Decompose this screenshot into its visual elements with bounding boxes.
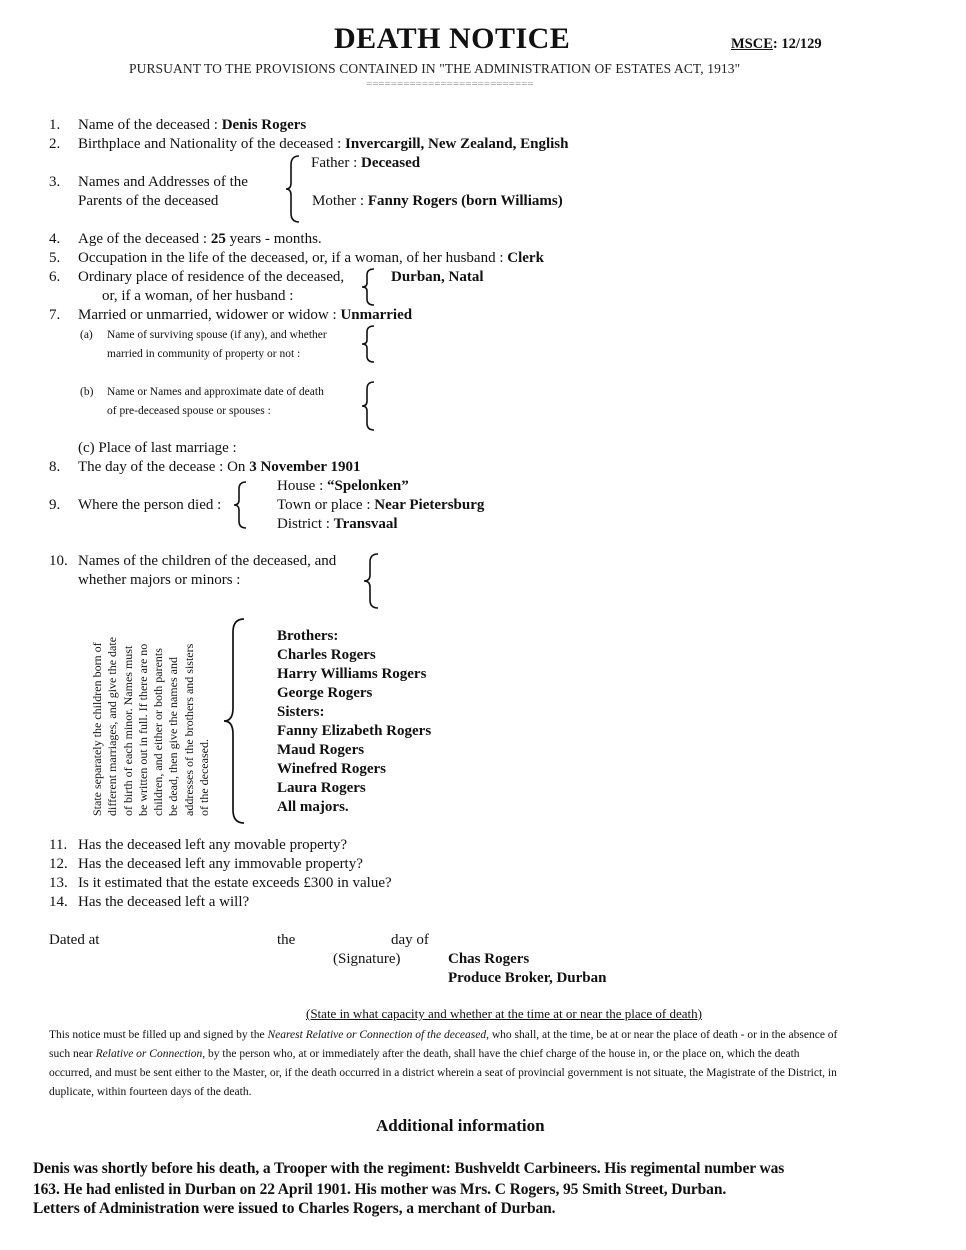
item-label: Where the person died : xyxy=(78,497,222,513)
notice-line-3: occurred, and must be sent either to the Master, or, if the death occurred in a district wherein a seat of provincial government is not situate, the Magistrate of the District, in xyxy=(49,1067,837,1079)
item-number: 4. xyxy=(49,231,61,247)
page-title: DEATH NOTICE xyxy=(334,22,571,55)
item-7b-number: (b) xyxy=(80,386,94,398)
reference-number xyxy=(731,36,822,53)
town-value: Near Pietersburg xyxy=(374,497,485,513)
brace-icon xyxy=(360,268,376,306)
item-9 xyxy=(49,496,221,515)
item-label: Has the deceased left any immovable property? xyxy=(78,856,363,872)
item-3-label-line1: Names and Addresses of the xyxy=(78,174,248,190)
siblings-heading-sisters: Sisters: xyxy=(277,704,325,720)
item-13 xyxy=(49,874,392,893)
mother-label: Mother : xyxy=(312,193,368,209)
notice-text: , by the person who, at or immediately after the death, shall have the chief charge of the house in, or the place on, which the death xyxy=(202,1048,800,1060)
age-value: 25 xyxy=(210,231,226,247)
item-7a-line1: Name of surviving spouse (if any), and whether xyxy=(107,329,327,341)
occupation-value: Clerk xyxy=(507,250,544,266)
item-10-label-line2: whether majors or minors : xyxy=(78,572,241,588)
notice-emphasis: Relative or Connection xyxy=(95,1048,203,1060)
item-7b-line2: of pre-deceased spouse or spouses : xyxy=(107,405,271,417)
brace-icon xyxy=(232,481,248,529)
item-number: 8. xyxy=(49,459,61,475)
item-7a-number: (a) xyxy=(80,329,93,341)
district-label: District : xyxy=(277,516,334,532)
item-label: Birthplace and Nationality of the deceased : xyxy=(78,136,345,152)
item-label: Age of the deceased : xyxy=(78,231,211,247)
item-3-number: 3. xyxy=(49,174,61,190)
item-label: Ordinary place of residence of the deceased, xyxy=(78,269,345,285)
mother-value: Fanny Rogers (born Williams) xyxy=(367,193,563,209)
item-label: Married or unmarried, widower or widow : xyxy=(78,307,341,323)
date-of-death-value: 3 November 1901 xyxy=(249,459,361,475)
item-number: 1. xyxy=(49,117,61,133)
item-label: Occupation in the life of the deceased, or, if a woman, of her husband : xyxy=(78,250,508,266)
notice-text: such near xyxy=(49,1048,96,1060)
additional-info-line: Letters of Administration were issued to Charles Rogers, a merchant of Durban. xyxy=(33,1200,556,1217)
sibling-name: George Rogers xyxy=(277,685,373,701)
marital-status-value: Unmarried xyxy=(340,307,413,323)
instruction-line: State separately the children born of xyxy=(90,642,104,816)
sibling-name: Fanny Elizabeth Rogers xyxy=(277,723,432,739)
item-8 xyxy=(49,458,361,477)
father-label: Father : xyxy=(311,155,361,171)
signatory-capacity: Produce Broker, Durban xyxy=(448,970,607,986)
item-3-label-line2: Parents of the deceased xyxy=(78,193,219,209)
brace-icon xyxy=(360,325,376,363)
residence-value: Durban, Natal xyxy=(391,269,484,285)
capacity-note: (State in what capacity and whether at the time at or near the place of death) xyxy=(306,1006,702,1021)
father-field xyxy=(311,154,420,173)
instruction-line: of the deceased. xyxy=(197,739,212,816)
siblings-majority-note: All majors. xyxy=(277,799,349,815)
reference-label: MSCE xyxy=(731,36,773,52)
item-4 xyxy=(49,230,322,249)
item-5 xyxy=(49,249,544,268)
brace-icon xyxy=(285,155,301,223)
signature-label: (Signature) xyxy=(333,951,401,967)
day-of-label: day of xyxy=(391,932,429,948)
dated-at-label: Dated at xyxy=(49,932,100,948)
subtitle: PURSUANT TO THE PROVISIONS CONTAINED IN "THE ADMINISTRATION OF ESTATES ACT, 1913" xyxy=(129,61,741,76)
sibling-name: Maud Rogers xyxy=(277,742,365,758)
notice-line-1 xyxy=(49,1026,837,1045)
town-label: Town or place : xyxy=(277,497,375,513)
item-7a-line2: married in community of property or not : xyxy=(107,348,301,360)
children-instructions xyxy=(90,626,230,816)
sibling-name: Harry Williams Rogers xyxy=(277,666,427,682)
additional-info-title: Additional information xyxy=(376,1116,545,1135)
item-14 xyxy=(49,893,249,912)
item-2 xyxy=(49,135,568,154)
item-6 xyxy=(49,268,344,287)
additional-info-line: 163. He had enlisted in Durban on 22 April 1901. His mother was Mrs. C Rogers, 95 Smith Street, Durban. xyxy=(33,1181,727,1198)
brace-icon xyxy=(362,553,380,609)
instruction-line: addresses of the brothers and sisters xyxy=(181,643,196,816)
notice-emphasis: Nearest Relative or Connection of the deceased xyxy=(267,1029,487,1041)
item-label: Name of the deceased : xyxy=(78,117,222,133)
district-value: Transvaal xyxy=(333,516,398,532)
item-7c-label: (c) Place of last marriage : xyxy=(78,440,237,456)
item-number: 6. xyxy=(49,269,61,285)
sibling-name: Laura Rogers xyxy=(277,780,366,796)
item-number: 10. xyxy=(49,553,68,569)
signatory-name: Chas Rogers xyxy=(448,951,530,967)
item-label: Has the deceased left any movable property? xyxy=(78,837,348,853)
item-number: 9. xyxy=(49,497,61,513)
mother-field xyxy=(312,192,563,211)
notice-line-4: duplicate, within fourteen days of the death. xyxy=(49,1086,252,1098)
item-number: 5. xyxy=(49,250,61,266)
brace-icon xyxy=(222,618,246,824)
brace-icon xyxy=(360,381,376,431)
separator-line: =========================== xyxy=(366,78,534,90)
item-number: 2. xyxy=(49,136,61,152)
item-label: Has the deceased left a will? xyxy=(78,894,250,910)
sibling-name: Charles Rogers xyxy=(277,647,376,663)
birthplace-value: Invercargill, New Zealand, English xyxy=(344,136,569,152)
siblings-list xyxy=(277,627,431,817)
item-7 xyxy=(49,306,412,325)
item-6-label-line2: or, if a woman, of her husband : xyxy=(102,288,294,304)
item-number: 7. xyxy=(49,307,61,323)
siblings-heading-brothers: Brothers: xyxy=(277,628,339,644)
item-number: 14. xyxy=(49,894,68,910)
item-label: Is it estimated that the estate exceeds £300 in value? xyxy=(78,875,392,891)
item-number: 12. xyxy=(49,856,68,872)
town-field xyxy=(277,496,484,515)
notice-line-2 xyxy=(49,1045,800,1064)
item-11 xyxy=(49,836,347,855)
item-10 xyxy=(49,552,336,571)
house-label: House : xyxy=(277,478,327,494)
district-field xyxy=(277,515,398,534)
deceased-name: Denis Rogers xyxy=(221,117,307,133)
item-7b-line1: Name or Names and approximate date of death xyxy=(107,386,324,398)
notice-text: This notice must be filled up and signed by the xyxy=(49,1029,268,1041)
additional-info-line: Denis was shortly before his death, a Trooper with the regiment: Bushveldt Carbineers. His regimental number was xyxy=(33,1160,785,1177)
house-field xyxy=(277,477,409,496)
item-label: Names of the children of the deceased, and xyxy=(78,553,337,569)
item-number: 11. xyxy=(49,837,68,853)
reference-value: : 12/129 xyxy=(772,36,822,52)
item-label: The day of the decease : On xyxy=(78,459,250,475)
instruction-line: children, and either or both parents xyxy=(151,648,166,816)
sibling-name: Winefred Rogers xyxy=(277,761,387,777)
item-number: 13. xyxy=(49,875,68,891)
item-12 xyxy=(49,855,363,874)
instruction-line: be dead, then give the names and xyxy=(166,657,181,816)
notice-text: , who shall, at the time, be at or near the place of death - or in the absence of xyxy=(486,1029,838,1041)
father-value: Deceased xyxy=(361,155,421,171)
instruction-line: of birth of each minor. Names must xyxy=(120,645,135,816)
the-label: the xyxy=(277,932,296,948)
instruction-line: different marriages, and give the date xyxy=(105,636,120,816)
house-value: “Spelonken” xyxy=(327,478,409,494)
item-1 xyxy=(49,116,306,135)
instruction-line: be written out in full. If there are no xyxy=(135,643,150,816)
age-suffix: years - months. xyxy=(225,231,322,247)
